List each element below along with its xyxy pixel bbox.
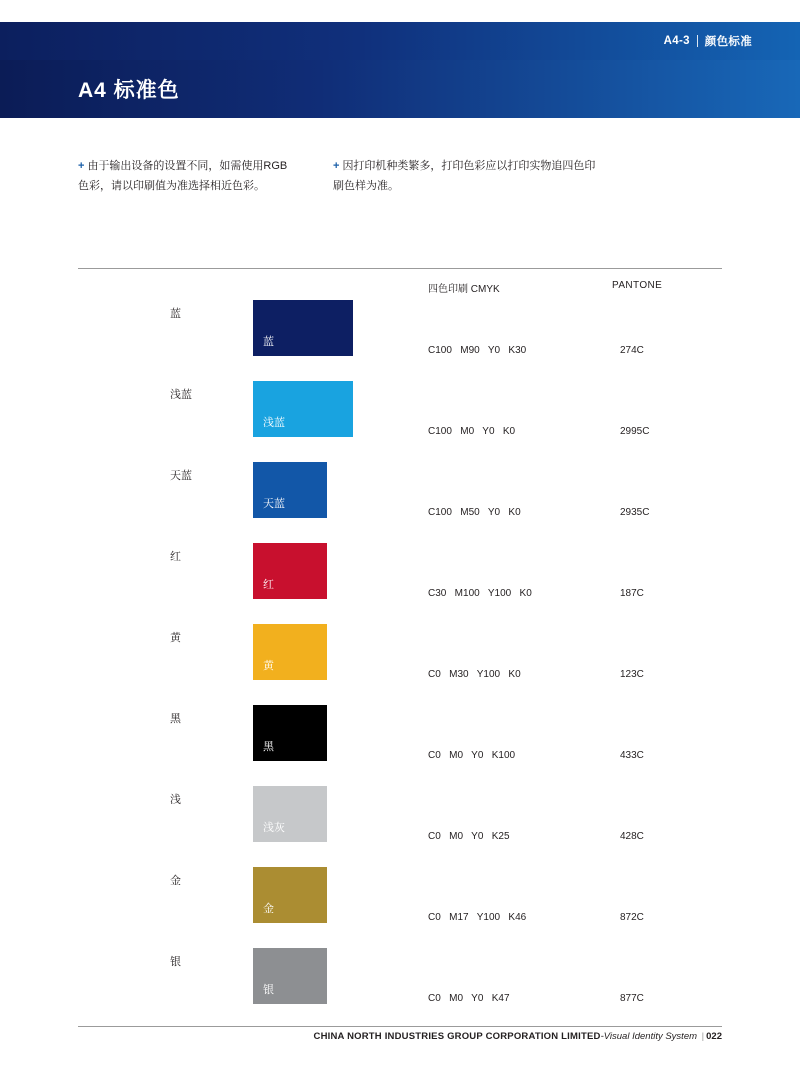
pantone-value: 433C <box>620 750 644 761</box>
pantone-value: 274C <box>620 345 644 356</box>
color-swatch <box>253 381 353 437</box>
table-row <box>0 377 800 458</box>
footer-system: Visual Identity System <box>603 1031 698 1042</box>
pantone-value: 187C <box>620 588 644 599</box>
section-name: 颜色标准 <box>704 36 752 48</box>
footer-divider: | <box>701 1031 705 1042</box>
cmyk-value: C30 M100 Y100 K0 <box>428 588 532 599</box>
section-code: A4-3 <box>663 35 690 47</box>
color-name: 红 <box>170 551 181 563</box>
table-row <box>0 701 800 782</box>
pantone-value: 872C <box>620 912 644 923</box>
header-section-indicator <box>664 22 752 60</box>
cmyk-value: C0 M0 Y0 K47 <box>428 993 510 1004</box>
page-title: A4 标准色 <box>78 79 180 102</box>
color-table <box>0 296 800 1025</box>
color-name: 浅蓝 <box>170 389 192 401</box>
cmyk-value: C0 M17 Y100 K46 <box>428 912 527 923</box>
footer-company: CHINA NORTH INDUSTRIES GROUP CORPORATION LIMITED <box>313 1031 601 1042</box>
pantone-value: 2935C <box>620 507 650 518</box>
footer-page-number: 022 <box>706 1031 722 1042</box>
table-row <box>0 782 800 863</box>
color-name: 银 <box>170 956 181 968</box>
cmyk-value: C0 M0 Y0 K100 <box>428 750 516 761</box>
footer-system-separator: - <box>600 1031 604 1042</box>
pantone-value: 2995C <box>620 426 650 437</box>
color-swatch-label: 黑 <box>263 741 274 753</box>
color-swatch <box>253 948 327 1004</box>
color-name: 蓝 <box>170 308 181 320</box>
cmyk-value: C100 M0 Y0 K0 <box>428 426 516 437</box>
note-left <box>78 156 293 197</box>
pantone-value: 877C <box>620 993 644 1004</box>
note-left-text: 由于输出设备的设置不同，如需使用RGB色彩，请以印刷值为准选择相近色彩。 <box>78 160 288 193</box>
color-swatch-label: 金 <box>263 903 274 915</box>
plus-icon: + <box>78 160 85 172</box>
color-swatch <box>253 300 353 356</box>
note-right-text: 因打印机种类繁多，打印色彩应以打印实物追四色印刷色样为准。 <box>333 160 596 193</box>
table-bottom-rule <box>78 1026 722 1027</box>
table-row <box>0 539 800 620</box>
header-bar <box>0 22 800 60</box>
plus-icon: + <box>333 160 340 172</box>
table-row <box>0 863 800 944</box>
column-header-pantone: PANTONE <box>612 280 663 291</box>
color-swatch <box>253 543 327 599</box>
table-row <box>0 296 800 377</box>
pantone-value: 123C <box>620 669 644 680</box>
color-name: 浅 <box>170 794 181 806</box>
color-swatch-label: 银 <box>263 984 274 996</box>
color-swatch-label: 黄 <box>263 660 274 672</box>
header-divider <box>697 35 698 47</box>
cmyk-value: C0 M0 Y0 K25 <box>428 831 510 842</box>
color-swatch-label: 浅灰 <box>263 822 285 834</box>
column-header-cmyk: 四色印刷 CMYK <box>428 284 500 295</box>
table-row <box>0 458 800 539</box>
color-name: 黑 <box>170 713 181 725</box>
color-swatch <box>253 786 327 842</box>
cmyk-value: C0 M30 Y100 K0 <box>428 669 521 680</box>
pantone-value: 428C <box>620 831 644 842</box>
table-row <box>0 944 800 1025</box>
color-swatch-label: 天蓝 <box>263 498 285 510</box>
note-right <box>333 156 603 197</box>
cmyk-value: C100 M50 Y0 K0 <box>428 507 521 518</box>
color-name: 黄 <box>170 632 181 644</box>
notes-block <box>78 156 738 197</box>
color-swatch-label: 浅蓝 <box>263 417 285 429</box>
color-swatch <box>253 462 327 518</box>
color-swatch-label: 蓝 <box>263 336 274 348</box>
table-top-rule <box>78 268 722 269</box>
color-swatch <box>253 624 327 680</box>
cmyk-value: C100 M90 Y0 K30 <box>428 345 527 356</box>
table-row <box>0 620 800 701</box>
color-swatch <box>253 867 327 923</box>
color-name: 金 <box>170 875 181 887</box>
color-swatch <box>253 705 327 761</box>
title-band <box>0 60 800 118</box>
footer <box>0 1031 800 1042</box>
color-name: 天蓝 <box>170 470 192 482</box>
color-swatch-label: 红 <box>263 579 274 591</box>
